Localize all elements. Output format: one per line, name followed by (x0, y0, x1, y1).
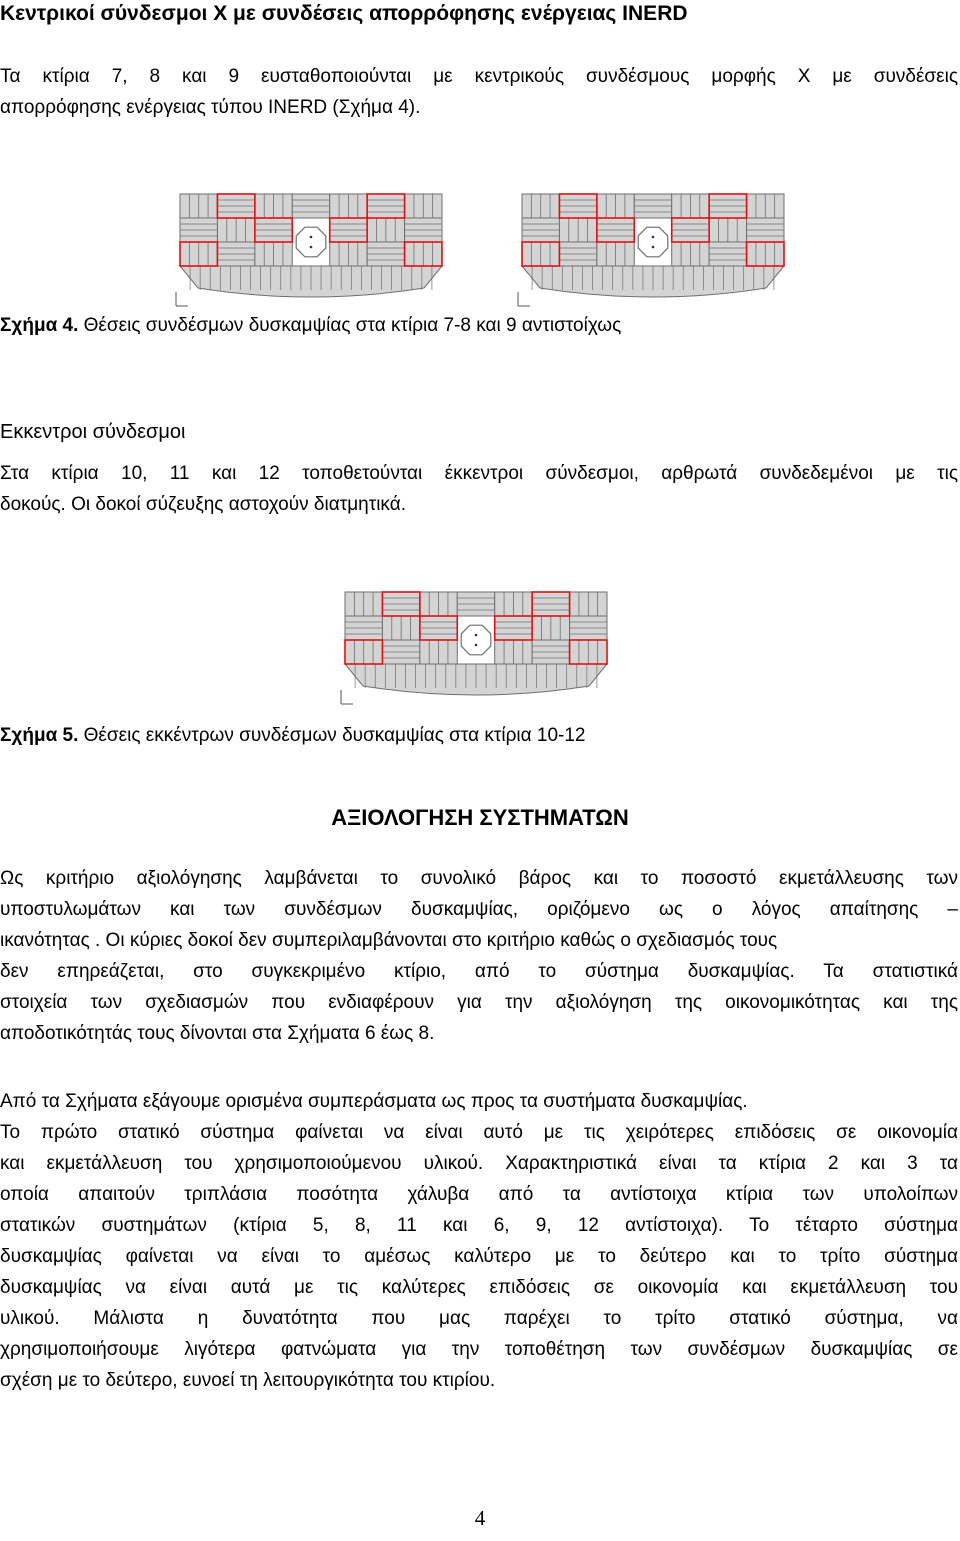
paragraph-line: ικανότητας . Οι κύριες δοκοί δεν συμπεριλαμβάνονται στο κριτήριο καθώς ο σχεδιασμός τους (0, 930, 778, 951)
paragraph-line: Τα κτίρια 7, 8 και 9 ευσταθοποιούνται με κεντρικούς συνδέσμους μορφής Χ με συνδέσεις (0, 66, 958, 87)
paragraph-line: υλικού. Μάλιστα η δυνατότητα που μας παρέχει το τρίτο στατικό σύστημα, να (0, 1308, 958, 1329)
paragraph-line: απορρόφησης ενέργειας τύπου INERD (Σχήμα 4). (0, 97, 421, 118)
paragraph-line: σχέση με το δεύτερο, ευνοεί τη λειτουργικότητα του κτιρίου. (0, 1370, 496, 1391)
paragraph-line: και εκμετάλλευση του χρησιμοποιούμενου υλικού. Χαρακτηριστικά είναι τα κτίρια 2 και 3 τα (0, 1153, 958, 1174)
figure-4-caption (0, 315, 621, 337)
section-heading-inerd: Κεντρικοί σύνδεσμοι Χ με συνδέσεις απορρόφησης ενέργειας INERD (0, 2, 688, 25)
octagon-core (461, 625, 491, 655)
paragraph-line: δεν επηρεάζεται, στο συγκεκριμένο κτίριο, από το σύστημα δυσκαμψίας. Τα στατιστικά (0, 961, 958, 982)
figure-5-caption (0, 725, 586, 747)
paragraph-line: στατικών συστημάτων (κτίρια 5, 8, 11 και 6, 9, 12 αντίστοιχα). Το τέταρτο σύστημα (0, 1215, 958, 1236)
figure-5-label: Σχήμα 5. (0, 725, 79, 746)
paragraph-line: υποστυλωμάτων και των συνδέσμων δυσκαμψίας, οριζόμενο ως ο λόγος απαίτησης – (0, 899, 958, 920)
paragraph-line: δυσκαμψίας να είναι αυτά με τις καλύτερες επιδόσεις σε οικονομία και εκμετάλλευση του (0, 1277, 958, 1298)
figure-4-plan-buildings-7-8 (172, 188, 472, 314)
section-title-evaluation: ΑΞΙΟΛΟΓΗΣΗ ΣΥΣΤΗΜΑΤΩΝ (331, 805, 629, 830)
paragraph-line: αποδοτικότητάς τους δίνονται στα Σχήματα 6 έως 8. (0, 1023, 435, 1044)
octagon-core (638, 227, 668, 257)
figure-4-label: Σχήμα 4. (0, 315, 79, 336)
paragraph-line: χρησιμοποιήσουμε λιγότερα φατνώματα για την τοποθέτηση των συνδέσμων δυσκαμψίας σε (0, 1339, 958, 1360)
paragraph-line: οποία απαιτούν τριπλάσια ποσότητα χάλυβα από τα αντίστοιχα κτίρια των υπολοίπων (0, 1184, 958, 1205)
floor-plan-grid (341, 592, 607, 704)
figure-5-plan-buildings-10-12 (337, 586, 637, 712)
paragraph-line: Το πρώτο στατικό σύστημα φαίνεται να είναι αυτό με τις χειρότερες επιδόσεις σε οικονομία (0, 1122, 958, 1143)
paragraph-line: δυσκαμψίας φαίνεται να είναι το αμέσως καλύτερο με το δεύτερο και το τρίτο σύστημα (0, 1246, 958, 1267)
paragraph-line: Στα κτίρια 10, 11 και 12 τοποθετούνται έκκεντροι σύνδεσμοι, αρθρωτά συνδεδεμένοι με τις (0, 463, 958, 484)
section-heading-eccentric: Εκκεντροι σύνδεσμοι (0, 421, 186, 443)
page-number: 4 (474, 1506, 486, 1530)
figure-4-text: Θέσεις συνδέσμων δυσκαμψίας στα κτίρια 7-8 και 9 αντιστοίχως (78, 315, 622, 336)
figure-4-plan-building-9 (514, 188, 814, 314)
floor-plan-grid (176, 194, 442, 306)
paragraph-line: Από τα Σχήματα εξάγουμε ορισμένα συμπεράσματα ως προς τα συστήματα δυσκαμψίας. (0, 1091, 748, 1112)
paragraph-line: Ως κριτήριο αξιολόγησης λαμβάνεται το συνολικό βάρος και το ποσοστό εκμετάλλευσης των (0, 868, 958, 889)
octagon-core (296, 227, 326, 257)
floor-plan-grid (518, 194, 784, 306)
paragraph-line: δοκούς. Οι δοκοί σύζευξης αστοχούν διατμητικά. (0, 494, 406, 515)
figure-5-text: Θέσεις εκκέντρων συνδέσμων δυσκαμψίας στα κτίρια 10-12 (78, 725, 586, 746)
paragraph-line: στοιχεία των σχεδιασμών που ενδιαφέρουν για την αξιολόγηση της οικονομικότητας και της (0, 992, 958, 1013)
